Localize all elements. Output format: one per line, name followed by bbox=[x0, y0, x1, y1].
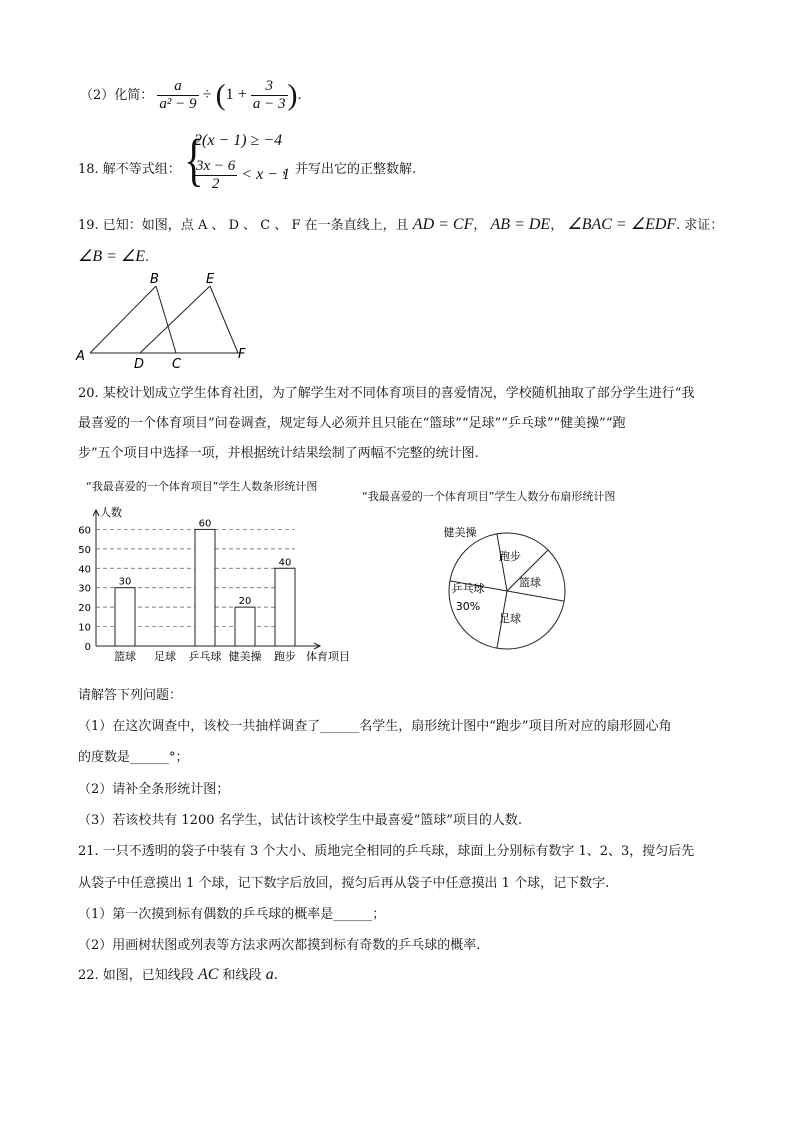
category-label: 篮球 bbox=[114, 650, 136, 663]
q20-question-1a: （1）在这次调查中，该校一共抽样调查了______名学生，扇形统计图中“跑步”项目所对应的扇形圆心角 bbox=[78, 719, 672, 734]
q20-line2: 最喜爱的一个体育项目”问卷调查，规定每人必须并且只能在“篮球”“足球”“乒乓球”“健美操”“跑 bbox=[78, 416, 626, 431]
segment-ab bbox=[90, 286, 156, 353]
q17-2-inner-fraction: $\frac{3}{a - 3}$ bbox=[252, 78, 286, 112]
q21-question-1: （1）第一次摸到标有偶数的乒乓球的概率是______； bbox=[78, 907, 386, 922]
q18-tail: ，并写出它的正整数解. bbox=[282, 162, 417, 177]
point-b-label: B bbox=[150, 272, 159, 287]
bar-健美操 bbox=[235, 607, 255, 646]
q17-2-label: （2）化简： bbox=[80, 88, 154, 103]
q18-label: 18. 解不等式组： bbox=[78, 162, 181, 177]
y-tick-label: 10 bbox=[78, 622, 91, 634]
q20-line3: 步”五个项目中选择一项，并根据统计结果绘制了两幅不完整的统计图. bbox=[78, 446, 479, 461]
q19-line1: 19. 已知：如图，点 A 、 D 、 C 、 F 在一条直线上，且 AD = CF， AB = DE， ∠BAC = ∠EDF. 求证： bbox=[78, 216, 724, 233]
y-tick-label: 60 bbox=[78, 525, 91, 537]
q20-question-3: （3）若该校共有 1200 名学生，试估计该校学生中最喜爱“篮球”项目的人数. bbox=[78, 813, 523, 828]
bar-chart bbox=[60, 498, 370, 670]
segment-de bbox=[140, 286, 210, 353]
segment-ef bbox=[210, 286, 238, 353]
bar-跑步 bbox=[275, 568, 295, 646]
q19-triangle-figure bbox=[70, 268, 260, 378]
pie-label: 跑步 bbox=[499, 550, 521, 563]
q20-question-2: （2）请补全条形统计图； bbox=[78, 782, 230, 797]
bar-chart-title: “我最喜爱的一个体育项目”学生人数条形统计图 bbox=[86, 480, 318, 493]
data-label: 20 bbox=[238, 596, 252, 608]
y-tick-label: 40 bbox=[78, 564, 91, 576]
q20-line1: 20. 某校计划成立学生体育社团，为了解学生对不同体育项目的喜爱情况，学校随机抽取了部分学生进行“我 bbox=[78, 386, 695, 401]
pie-label: 健美操 bbox=[443, 526, 477, 539]
point-e-label: E bbox=[206, 272, 215, 287]
q18-inequality-1: 2(x − 1) ≥ −4 bbox=[194, 132, 283, 149]
q21-question-2: （2）用画树状图或列表等方法求两次都摸到标有奇数的乒乓球的概率. bbox=[78, 938, 481, 953]
point-c-label: C bbox=[172, 357, 182, 372]
q19-line2: ∠B = ∠E. bbox=[78, 248, 150, 265]
point-d-label: D bbox=[134, 357, 145, 372]
q17-2-fraction: $\frac{a}{\text{a² − 9}}$ bbox=[159, 78, 197, 112]
y-axis-label: 人数 bbox=[100, 506, 122, 519]
q17-2: （2）化简： $\frac{a}{\text{a² − 9}}$ ÷ (1 + $\frac{3}{a - 3}$ ). bbox=[80, 78, 302, 112]
pie-percent-label: 30% bbox=[455, 600, 481, 613]
q21-line1: 21. 一只不透明的袋子中装有 3 个大小、质地完全相同的乒乓球，球面上分别标有数字 1、2、3，搅匀后先 bbox=[78, 844, 695, 859]
pie-label: 乒乓球 bbox=[451, 582, 485, 595]
bar-乒乓球 bbox=[195, 529, 215, 646]
data-label: 60 bbox=[198, 518, 212, 530]
pie-label: 篮球 bbox=[519, 576, 541, 589]
pie-chart-title: “我最喜爱的一个体育项目”学生人数分布扇形统计图 bbox=[362, 490, 616, 503]
data-label: 30 bbox=[118, 576, 132, 588]
point-a-label: A bbox=[76, 349, 85, 364]
point-f-label: F bbox=[238, 347, 246, 362]
y-tick-label: 0 bbox=[84, 642, 91, 653]
q21-line2: 从袋子中任意摸出 1 个球，记下数字后放回，搅匀后再从袋子中任意摸出 1 个球，记下数字. bbox=[78, 876, 610, 891]
y-tick-label: 30 bbox=[78, 583, 91, 595]
q18-inequality-2: $\frac{3x - 6}{2}$ < x − 1 bbox=[196, 158, 290, 192]
x-axis-label: 体育项目 bbox=[306, 650, 350, 663]
q20-question-1b: 的度数是______°； bbox=[78, 750, 189, 765]
q20-intro: 请解答下列问题： bbox=[78, 688, 183, 703]
segment-bc bbox=[156, 286, 176, 353]
data-label: 40 bbox=[278, 557, 292, 569]
category-label: 健美操 bbox=[228, 650, 262, 663]
pie-label: 足球 bbox=[499, 612, 521, 625]
pie-chart bbox=[420, 516, 600, 666]
category-label: 乒乓球 bbox=[188, 650, 222, 663]
category-label: 跑步 bbox=[274, 650, 296, 663]
y-tick-label: 20 bbox=[78, 603, 91, 615]
category-label: 足球 bbox=[154, 650, 176, 663]
y-tick-label: 50 bbox=[78, 544, 91, 556]
q22-line: 22. 如图，已知线段 AC 和线段 a. bbox=[78, 966, 278, 983]
bar-篮球 bbox=[115, 588, 135, 646]
